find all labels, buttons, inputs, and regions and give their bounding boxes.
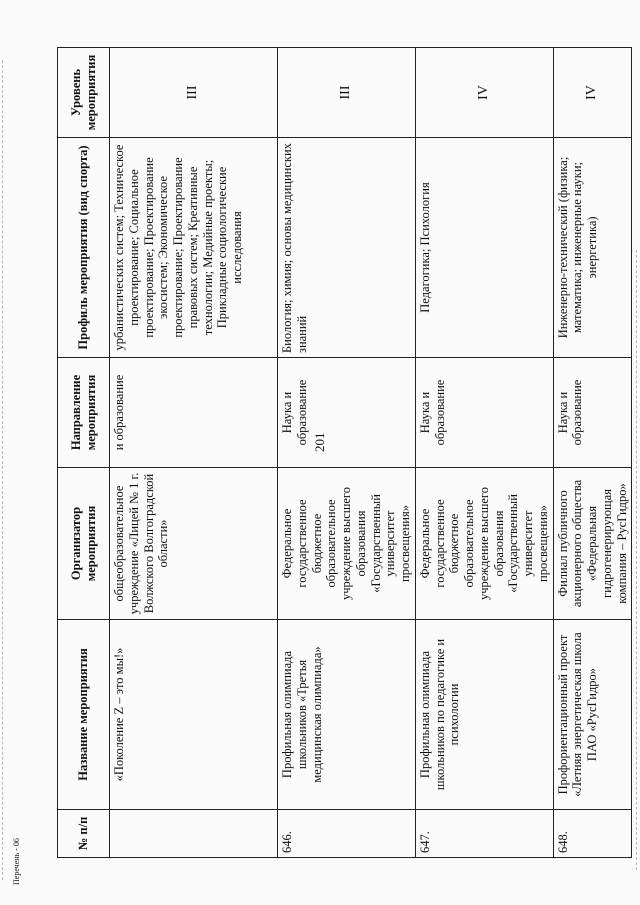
row-level: IV [553, 48, 632, 138]
row-direction: Наука и образование [415, 358, 553, 468]
row-organizer: Федеральное государственное бюджетное образовательное учреждение высшего образования «Государственный университет просвещения» [278, 468, 416, 620]
table-row [553, 48, 632, 858]
footer-note: Перечень - 06 [12, 838, 21, 885]
header-organizer: Организатор мероприятия [58, 468, 110, 620]
header-name: Название мероприятия [58, 620, 110, 810]
row-profile: урбанистических систем; Техническое проектирование; Социальное проектирование; Проектирование экосистем; Экономическое проектирование; Проектирование правовых систем; Креативные технологии; Медийные проекты; Прикладные социологические исследования [110, 138, 278, 358]
row-num: 646. [278, 810, 416, 858]
row-level: IV [415, 48, 553, 138]
row-profile: Инженерно-технический (физика; математика; инженерные науки; энергетика) [553, 138, 632, 358]
row-direction: Наука и образование [553, 358, 632, 468]
header-num: № п/п [58, 810, 110, 858]
right-dashed-edge [636, 250, 637, 870]
table-row [415, 48, 553, 858]
row-level: III [278, 48, 416, 138]
page-number: 201 [312, 432, 327, 452]
row-num [110, 810, 278, 858]
header-profile: Профиль мероприятия (вид спорта) [58, 138, 110, 358]
events-table [57, 47, 632, 858]
row-organizer: Филиал публичного акционерного общества «Федеральная гидрогенерирующая компания – РусГидро» [553, 468, 632, 620]
row-organizer: общеобразовательное учреждение «Лицей № 1 г. Волжского Волгоградской области» [110, 468, 278, 620]
table-header-row [58, 48, 110, 858]
header-direction: Направление мероприятия [58, 358, 110, 468]
row-num: 647. [415, 810, 553, 858]
header-level: Уровень мероприятия [58, 48, 110, 138]
row-direction: Наука и образование [278, 358, 416, 468]
left-dashed-edge [2, 60, 3, 880]
row-direction: и образование [110, 358, 278, 468]
table-row [278, 48, 416, 858]
row-profile: Биология; химия; основы медицинских знаний [278, 138, 416, 358]
row-level: III [110, 48, 278, 138]
row-name: Профильная олимпиада школьников «Третья медицинская олимпиада» [278, 620, 416, 810]
table-row [110, 48, 278, 858]
row-organizer: Федеральное государственное бюджетное образовательное учреждение высшего образования «Государственный университет просвещения» [415, 468, 553, 620]
row-name: Профильная олимпиада школьников по педагогике и психологии [415, 620, 553, 810]
events-table-rotated [57, 48, 629, 858]
row-name: «Поколение Z – это мы!» [110, 620, 278, 810]
row-num: 648. [553, 810, 632, 858]
row-profile: Педагогика; Психология [415, 138, 553, 358]
row-name: Профориентационный проект «Летняя энергетическая школа ПАО «РусГидро» [553, 620, 632, 810]
